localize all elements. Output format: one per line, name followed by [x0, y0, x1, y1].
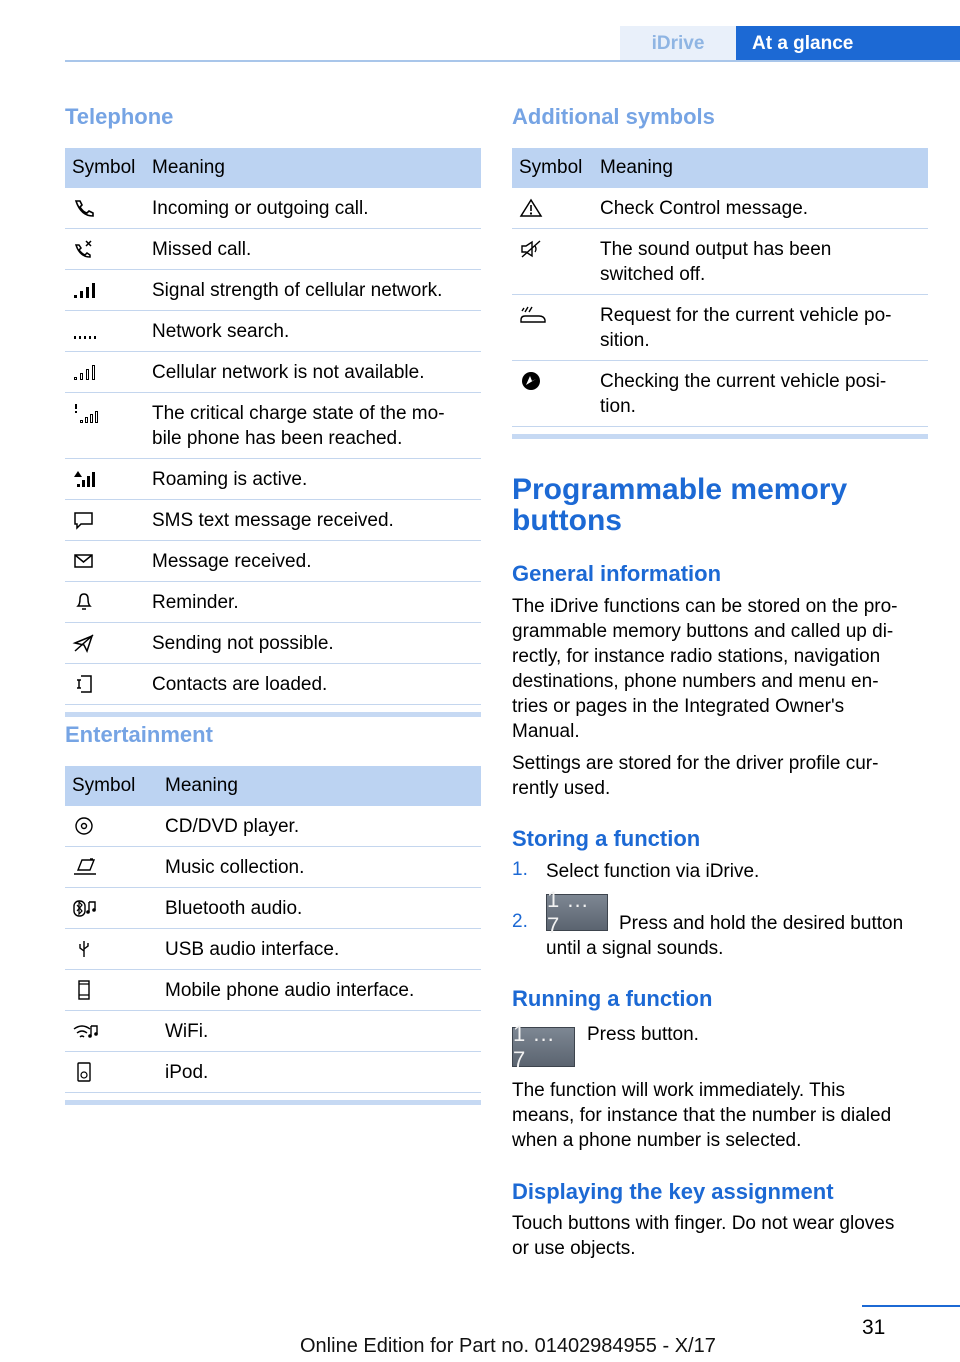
meaning-text: Missed call.: [152, 239, 252, 260]
footer-edition: Online Edition for Part no. 01402984955 - X/17: [300, 1335, 716, 1357]
meaning-text: Message received.: [152, 551, 312, 572]
sound-off-icon: [519, 239, 543, 259]
table-row: [65, 270, 481, 311]
meaning-text: Roaming is active.: [152, 469, 308, 490]
no-network-icon: [72, 362, 100, 382]
table-row: [65, 311, 481, 352]
additional-symbols-title: Additional symbols: [512, 104, 715, 129]
entertainment-title: Entertainment: [65, 722, 213, 747]
phone-call-icon: [72, 198, 96, 218]
table-row: [65, 888, 481, 929]
signal-strength-icon: [72, 280, 100, 300]
table-row: [65, 970, 481, 1011]
table-row: [65, 229, 481, 270]
table-header: [65, 766, 481, 806]
symbol-column-header: Symbol: [72, 157, 136, 178]
vehicle-position-request-icon: [519, 305, 547, 325]
table-row: [65, 806, 481, 847]
table-row: [65, 393, 481, 459]
table-row: [512, 188, 928, 229]
step-number: 2.: [512, 911, 528, 932]
header-rule: [65, 60, 960, 62]
roaming-icon: [72, 469, 100, 489]
cd-icon: [72, 816, 96, 836]
meaning-text: The sound output has been switched off.: [600, 239, 832, 285]
storing-function-heading: Storing a function: [512, 826, 701, 851]
table-header: [65, 148, 481, 188]
warning-icon: [519, 198, 543, 218]
meaning-text: Sending not possible.: [152, 633, 334, 654]
table-row: [512, 295, 928, 361]
additional-symbols-table: [512, 148, 928, 439]
table-row: [512, 361, 928, 427]
contacts-icon: [72, 674, 96, 694]
meaning-text: Incoming or outgoing call.: [152, 198, 369, 219]
meaning-text: Check Control message.: [600, 198, 809, 219]
table-end-bar: [512, 434, 928, 439]
mobile-phone-icon: [72, 980, 96, 1000]
meaning-text: Cellular network is not available.: [152, 362, 425, 383]
memory-section-title: Programmable memory buttons: [512, 473, 848, 537]
general-info-heading: General information: [512, 561, 722, 586]
table-header: [512, 148, 928, 188]
meaning-column-header: Meaning: [165, 775, 238, 796]
entertainment-table: [65, 766, 481, 1105]
step-text: Press and hold the desired button until a signal sounds.: [546, 913, 904, 959]
page-number: 31: [862, 1316, 886, 1339]
meaning-text: WiFi.: [165, 1021, 209, 1042]
vehicle-position-check-icon: [519, 371, 543, 391]
meaning-text: Checking the current vehicle posi- tion.: [600, 371, 887, 417]
meaning-text: Signal strength of cellular network.: [152, 280, 443, 301]
table-row: [65, 664, 481, 705]
driver-profile-paragraph: Settings are stored for the driver profile cur- rently used.: [512, 753, 879, 799]
meaning-text: Music collection.: [165, 857, 305, 878]
bluetooth-audio-icon: [72, 898, 98, 918]
step-text: Select function via iDrive.: [546, 861, 760, 882]
memory-button-image: 1 ... 7: [546, 894, 608, 931]
table-row: [65, 352, 481, 393]
meaning-text: SMS text message received.: [152, 510, 394, 531]
meaning-text: The critical charge state of the mo- bile phone has been reached.: [152, 403, 445, 449]
header-section-tab: iDrive: [620, 26, 736, 62]
meaning-text: USB audio interface.: [165, 939, 340, 960]
running-function-heading: Running a function: [512, 986, 713, 1011]
symbol-column-header: Symbol: [519, 157, 583, 178]
table-row: [65, 582, 481, 623]
critical-charge-icon: [72, 403, 100, 425]
table-end-bar: [65, 712, 481, 717]
symbol-column-header: Symbol: [72, 775, 136, 796]
table-row: [512, 229, 928, 295]
network-search-icon: [72, 321, 100, 341]
meaning-column-header: Meaning: [600, 157, 673, 178]
meaning-text: iPod.: [165, 1062, 209, 1083]
wifi-icon: [72, 1021, 100, 1041]
general-info-paragraph: The iDrive functions can be stored on the pro- grammable memory buttons and called up di- rectly, for instance radio stations, navigation destinations, phone numbers and menu en- tries or pages in the Integrated Owner's Manual.: [512, 596, 898, 742]
table-end-bar: [65, 1100, 481, 1105]
key-assignment-paragraph: Touch buttons with finger. Do not wear gloves or use objects.: [512, 1213, 895, 1259]
memory-button-image: 1 ... 7: [512, 1027, 575, 1067]
envelope-icon: [72, 551, 96, 571]
table-row: [65, 929, 481, 970]
music-collection-icon: [72, 857, 98, 877]
table-row: [65, 847, 481, 888]
meaning-text: Request for the current vehicle po- sition.: [600, 305, 892, 351]
running-function-paragraph: The function will work immediately. This means, for instance that the number is dialed when a phone number is selected.: [512, 1080, 892, 1151]
bell-icon: [72, 592, 96, 612]
usb-icon: [72, 939, 96, 959]
table-row: [65, 1011, 481, 1052]
meaning-text: Contacts are loaded.: [152, 674, 328, 695]
table-row: [65, 623, 481, 664]
sms-icon: [72, 510, 96, 530]
meaning-text: Mobile phone audio interface.: [165, 980, 415, 1001]
step-number: 1.: [512, 859, 528, 880]
table-row: [65, 541, 481, 582]
meaning-text: CD/DVD player.: [165, 816, 300, 837]
meaning-text: Network search.: [152, 321, 290, 342]
meaning-text: Reminder.: [152, 592, 239, 613]
send-failed-icon: [72, 633, 96, 653]
table-row: [65, 459, 481, 500]
table-row: [65, 500, 481, 541]
press-button-text: Press button.: [587, 1024, 699, 1045]
meaning-column-header: Meaning: [152, 157, 225, 178]
table-row: [65, 1052, 481, 1093]
ipod-icon: [72, 1062, 96, 1082]
missed-call-icon: [72, 239, 96, 259]
telephone-title: Telephone: [65, 104, 174, 129]
meaning-text: Bluetooth audio.: [165, 898, 303, 919]
telephone-table: [65, 148, 481, 717]
key-assignment-heading: Displaying the key assignment: [512, 1179, 834, 1204]
footer-rule: [862, 1305, 960, 1307]
header-chapter-tab: At a glance: [736, 26, 960, 62]
table-row: [65, 188, 481, 229]
